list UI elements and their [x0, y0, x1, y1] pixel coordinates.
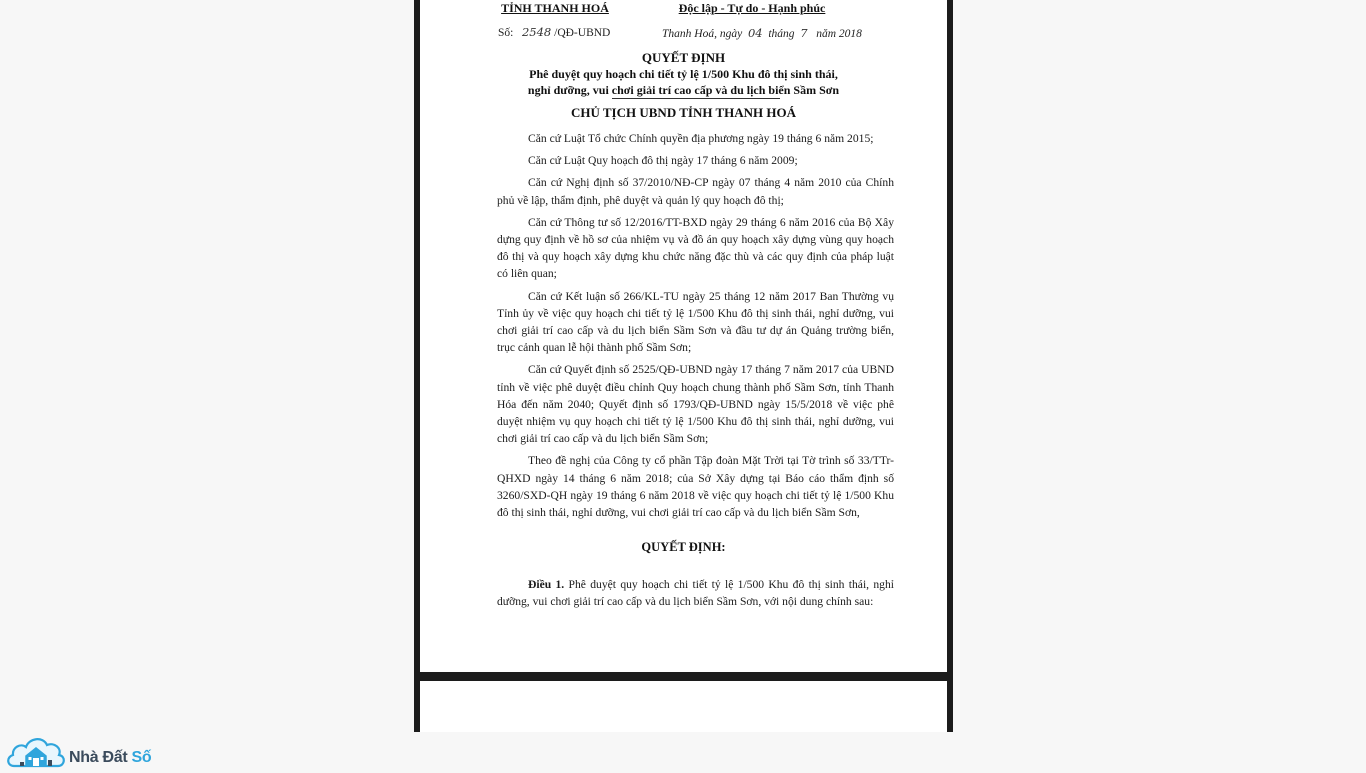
- legal-basis: Căn cứ Quyết định số 2525/QĐ-UBND ngày 17 tháng 7 năm 2017 của UBND tỉnh về việc phê duyệt điều chỉnh Quy hoạch chung thành phố Sầm Sơn, tỉnh Thanh Hóa đến năm 2040; Quyết định số 1793/QĐ-UBND ngày 15/5/2018 về việc phê duyệt nhiệm vụ quy hoạch chi tiết tỷ lệ 1/500 Khu đô thị sinh thái, nghỉ dưỡng, vui chơi giải trí cao cấp và du lịch biển Sầm Sơn;: [497, 363, 894, 446]
- article-text: Phê duyệt quy hoạch chi tiết tỷ lệ 1/500 Khu đô thị sinh thái, nghỉ dưỡng, vui chơi giải trí cao cấp và du lịch biển Sầm Sơn, với nội dung chính sau:: [497, 578, 894, 609]
- decision-subtitle: Phê duyệt quy hoạch chi tiết tỷ lệ 1/500 Khu đô thị sinh thái, nghỉ dưỡng, vui chơi giải trí cao cấp và du lịch biển Sầm Sơn: [527, 67, 840, 97]
- article-label: Điều 1.: [528, 578, 565, 591]
- national-motto: Độc lập - Tự do - Hạnh phúc: [678, 1, 826, 15]
- issuing-authority: [500, 0, 610, 16]
- scanned-document-frame: [414, 0, 953, 732]
- legal-basis: Căn cứ Luật Quy hoạch đô thị ngày 17 tháng 6 năm 2009;: [528, 154, 798, 168]
- handwritten-number: 2548: [521, 25, 552, 39]
- province-name: TỈNH THANH HOÁ: [501, 1, 609, 15]
- cloud-house-icon: [6, 733, 68, 768]
- decision-heading: QUYẾT ĐỊNH:: [641, 540, 726, 554]
- handwritten-month: 7: [800, 26, 808, 40]
- document-number: Số: 2548 /QĐ-UBND: [498, 25, 611, 39]
- decision-title: QUYẾT ĐỊNH: [641, 50, 726, 65]
- document-page-2: [420, 681, 947, 732]
- brand-name: Nhà Đất Số: [69, 749, 152, 766]
- legal-basis: Căn cứ Thông tư số 12/2016/TT-BXD ngày 29 tháng 6 năm 2016 của Bộ Xây dựng quy định về hồ sơ của nhiệm vụ và đồ án quy hoạch xây dựng vùng quy hoạch đô thị và quy hoạch xây dựng khu chức năng đặc thù và các quy định của pháp luật có liên quan;: [497, 215, 894, 281]
- national-header: [652, 0, 852, 16]
- handwritten-day: 04: [747, 26, 763, 40]
- document-date: Thanh Hoá, ngày 04 tháng 7 năm 2018: [662, 26, 862, 40]
- legal-basis: Theo đề nghị của Công ty cổ phần Tập đoàn Mặt Trời tại Tờ trình số 33/TTr-QHXD ngày 14 tháng 6 năm 2018; của Sở Xây dựng tại Báo cáo thẩm định số 3260/SXD-QH ngày 19 tháng 6 năm 2018 về việc quy hoạch chi tiết tỷ lệ 1/500 Khu đô thị sinh thái, nghỉ dưỡng, vui chơi giải trí cao cấp và du lịch biển Sầm Sơn,: [497, 454, 894, 520]
- legal-bases: [497, 130, 894, 526]
- signing-authority: CHỦ TỊCH UBND TỈNH THANH HOÁ: [570, 105, 796, 120]
- title-divider: [612, 98, 780, 99]
- article-1: [497, 576, 894, 610]
- watermark-logo: [6, 733, 166, 768]
- document-page-1: [420, 0, 947, 672]
- legal-basis: Căn cứ Nghị định số 37/2010/NĐ-CP ngày 07 tháng 4 năm 2010 của Chính phủ về lập, thẩm định, phê duyệt và quản lý quy hoạch đô thị;: [497, 176, 894, 207]
- legal-basis: Căn cứ Kết luận số 266/KL-TU ngày 25 tháng 12 năm 2017 Ban Thường vụ Tỉnh ủy về việc quy hoạch chi tiết tỷ lệ 1/500 Khu đô thị sinh thái, nghỉ dưỡng, vui chơi giải trí cao cấp và du lịch biển Sầm Sơn và đầu tư dự án Quảng trường biển, trục cảnh quan lễ hội thành phố Sầm Sơn;: [497, 289, 894, 355]
- legal-basis: Căn cứ Luật Tổ chức Chính quyền địa phương ngày 19 tháng 6 năm 2015;: [528, 132, 874, 145]
